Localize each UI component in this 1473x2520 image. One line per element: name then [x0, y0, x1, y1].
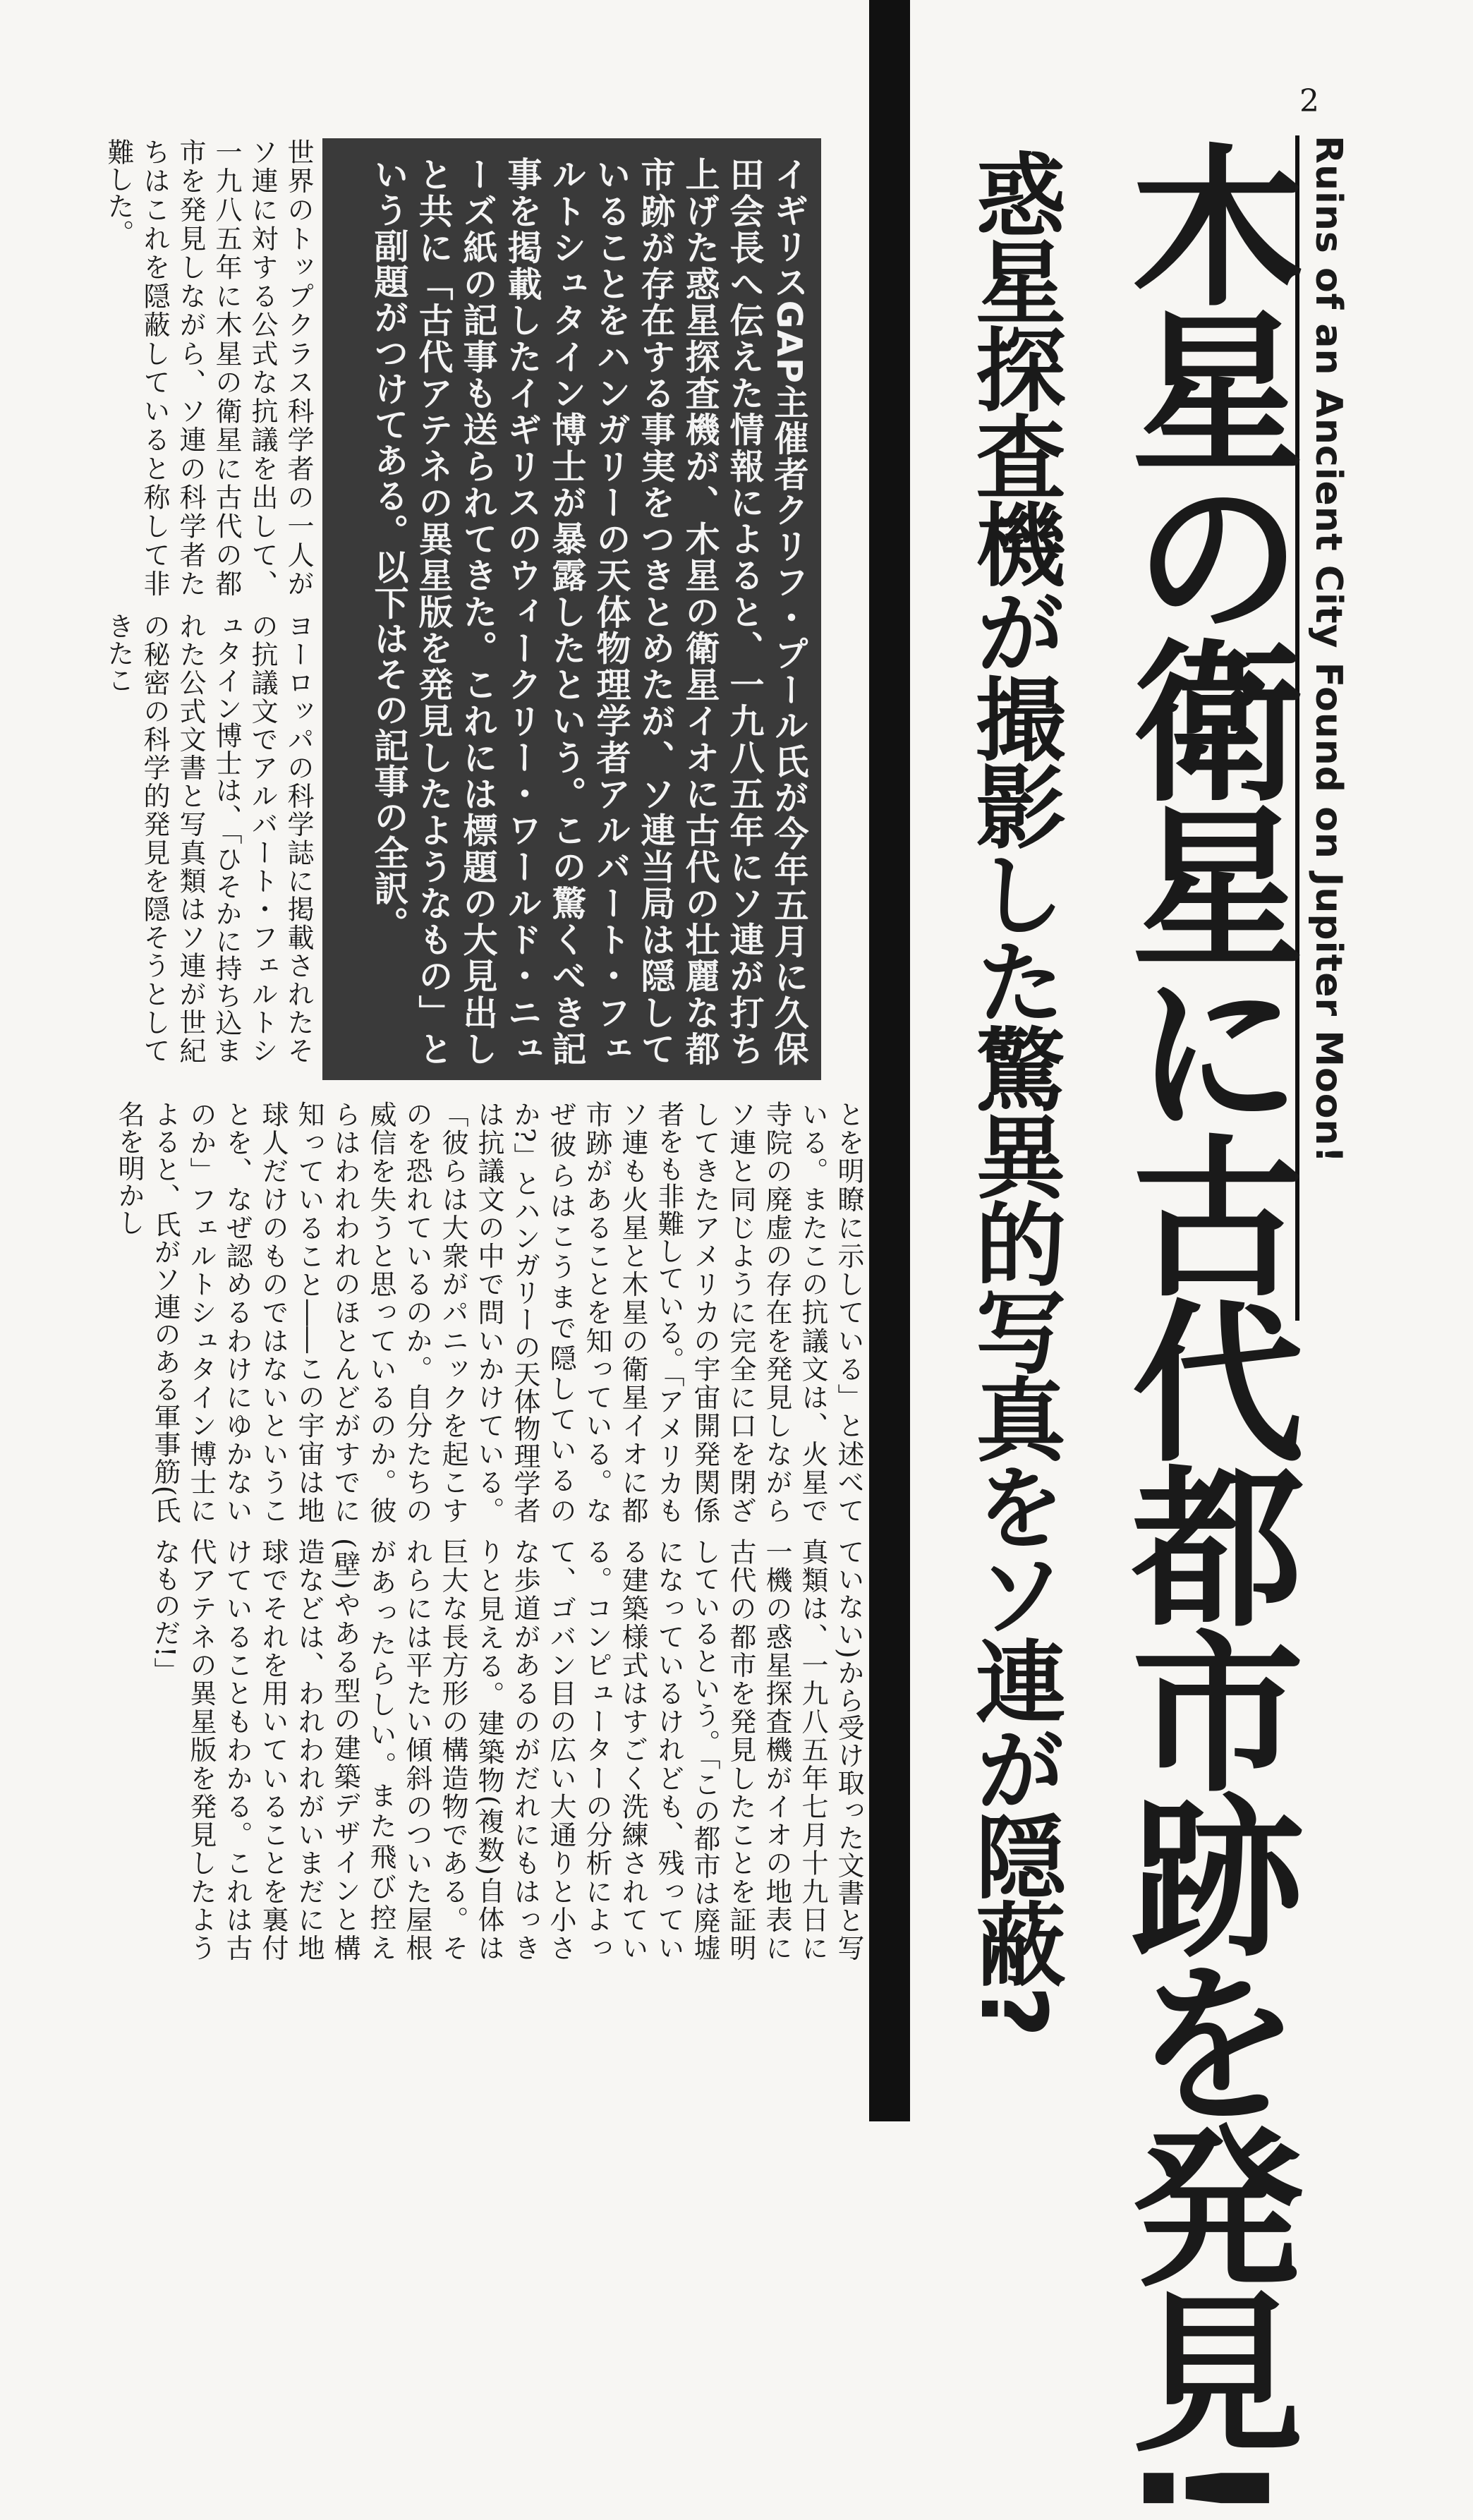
body-column-upper-right: 世界のトップクラス科学者の一人がソ連に対する公式な抗議を出して、一九八五年に木星の衛星に古代の都市を発見しながら、ソ連の科学者たちはこれを隠蔽していると称して非難した。	[103, 138, 314, 597]
body-column-lower-2: ていない)から受け取った文書と写真類は、一九八五年七月十九日に一機の惑星探査機がイオの地表に古代の都市を発見したことを証明しているという。「この都市は廃墟になっているけれども、残っている建築様式はすごく洗練されている。コンピューターの分析によって、ゴバン目の広い大通りと小さな歩道があるのがだれにもはっきりと見える。建築物(複数)自体は巨大な長方形の構造物である。それらには平たい傾斜のついた屋根があったらしい。また飛び控え(壁)やある型の建築デザインと構造などは、われわれがいまだに地球でそれを用いていることを裏付けていることもわかる。これは古代アテネの異星版を発見したようなものだ!」	[150, 1538, 864, 1961]
english-title: Ruins of an Ancient City Found on Jupiter Moon!	[1295, 135, 1353, 1321]
body-column-upper-left: ヨーロッパの科学誌に掲載されたその抗議文でアルバート・フェルトシュタイン博士は、「ひそかに持ち込まれた公式文書と写真類はソ連が世紀の秘密の科学的発見を隠そうとしてきたこ	[103, 612, 314, 1064]
body-column-lower-1: とを明瞭に示している」と述べている。またこの抗議文は、火星で寺院の廃虚の存在を発見しながらソ連と同じように完全に口を閉ざしてきたアメリカの宇宙開発関係者をも非難している。「アメリカもソ連も火星と木星の衛星イオに都市跡があることを知っている。なぜ彼らはこうまで隠しているのか?」とハンガリーの天体物理学者は抗議文の中で問いかけている。「彼らは大衆がパニックを起こすのを恐れているのか。自分たちの威信を失うと思っているのか。彼らはわれわれのほとんどがすでに知っていること――この宇宙は地球人だけのものではないということを、なぜ認めるわけにゆかないのか」フェルトシュタイン博士によると、氏がソ連のある軍事筋(氏名を明かし	[114, 1101, 864, 1524]
binding-bar	[869, 0, 910, 2121]
sub-title: 惑星探査機が撮影した驚異的写真をソ連が隠蔽?	[960, 148, 1065, 2035]
lead-text: イギリスGAP主催者クリフ・プール氏が今年五月に久保田会長へ伝えた情報によると、一九八五年にソ連が打ち上げた惑星探査機が、木星の衛星イオに古代の壮麗な都市跡が存在する事実をつきとめたが、ソ連当局は隠していることをハンガリーの天体物理学者アルバート・フェルトシュタイン博士が暴露したという。この驚くべき記事を掲載したイギリスのウィークリー・ワールド・ニューズ紙の記事も送られてきた。これには標題の大見出しと共に「古代アテネの異星版を発見したようなもの」という副題がつけてある。以下はその記事の全訳。	[369, 157, 809, 1067]
main-title: 木星の衛星に古代都市跡を発見!	[1103, 138, 1303, 2520]
page-number: 2	[1299, 83, 1319, 119]
